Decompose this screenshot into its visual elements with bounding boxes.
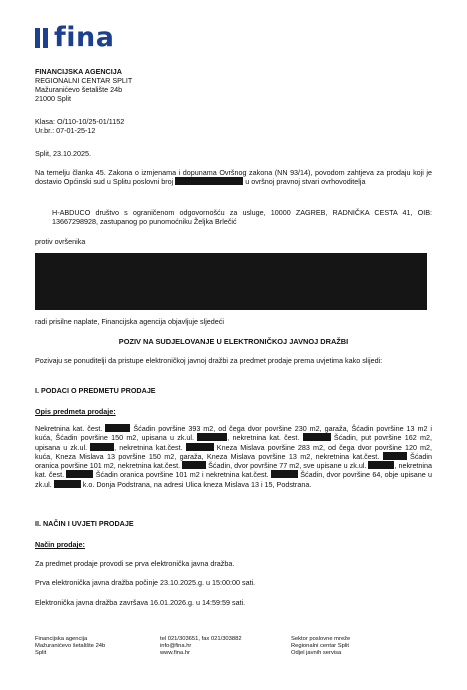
redaction-box [383,452,407,460]
intro-paragraph: Na temelju članka 45. Zakona o izmjenama i dopunama Ovršnog zakona (NN 93/14), povodom zahtjeva za prodaju koji je dostavio Općinski sud u Splitu poslovni broj u ovršnoj pravnoj stvari ovrhovoditelja [35,168,432,187]
footer-address: Financijska agencija Mažuranićevo šetalište 24b Split [35,636,106,656]
redaction-box [105,424,130,432]
header-city: 21000 Split [35,94,71,103]
announce-text: radi prisilne naplate, Financijska agencija objavljuje sljedeći [35,317,224,326]
redaction-box [90,443,114,451]
debtor-redaction [35,253,427,310]
fina-logo [35,24,114,52]
logo-bars-icon [35,28,48,48]
redaction-box [197,433,227,441]
footer-department: Sektor poslovne mreže Regionalni centar Split Odjel javnih servisa [291,636,351,656]
description-paragraph: Nekretnina kat. čest. Šćadin površine 393 m2, od čega dvor površine 230 m2, garaža, Šćadin površine 13 m2 i kuća, Šćadin površine 150 m2, upisana u zk.ul. , nekretnina kat. čest. Šćadin, put površine 162 m2, upisana u zk.ul. , nekretnina kat.čest. Kneza Mislava površine 283 m2, od čega dvor površine 120 m2, kuća, Kneza Mislava 13 površine 150 m2, garaža, Kneza Mislava površine 13 m2, nekretnina kat.čest. Šćadin oranica površine 101 m2, nekretnina kat.čest. Šćadin, dvor površine 77 m2, sve upisane u zk.ul. , nekretnina kat. čest. Šćadin oranica površine 101 m2 i nekretnina kat.čest. Šćadin, dvor površine 64, obje upisane u zk.ul. k.o. Donja Podstrana, na adresi Ulica kneza Mislava 13 i 15, Podstrana. [35,424,433,489]
section-2-heading: II. NAČIN I UVJETI PRODAJE [35,519,134,528]
against-label: protiv ovršenika [35,237,86,246]
creditor-paragraph: H-ABDUCO društvo s ograničenom odgovornošću za usluge, 10000 ZAGREB, RADNIČKA CESTA 41, OIB: 13667298928, zastupanog po punomoćniku Željka Brlečić [52,208,432,227]
redaction-box [182,461,206,469]
logo-wordmark: fina [54,22,115,53]
header-centre: REGIONALNI CENTAR SPLIT [35,76,133,85]
end-text: Elektronička javna dražba završava 16.01.2026.g. u 14:59:59 sati. [35,598,246,607]
redaction-box [186,443,214,451]
method-text: Za predmet prodaje provodi se prva elektronička javna dražba. [35,559,235,568]
invite-paragraph: Pozivaju se ponuditelji da pristupe elektroničkoj javnoj dražbi za predmet prodaje prema uvjetima kako slijedi: [35,356,383,365]
start-text: Prva elektronička javna dražba počinje 23.10.2025.g. u 15:00:00 sati. [35,578,256,587]
redaction-box [368,461,394,469]
urbr: Ur.br.: 07-01-25-12 [35,126,96,135]
redaction-box [175,177,243,185]
redaction-box [303,433,331,441]
method-heading: Način prodaje: [35,540,85,549]
date: Split, 23.10.2025. [35,149,91,158]
document-title: POZIV NA SUDJELOVANJE U ELEKTRONIČKOJ JAVNOJ DRAŽBI [118,337,349,346]
redaction-box [66,470,93,478]
header-org: FINANCIJSKA AGENCIJA [35,67,122,76]
klasa: Klasa: O/110-10/25-01/1152 [35,117,125,126]
header-street: Mažuranićevo šetalište 24b [35,85,123,94]
section-1-heading: I. PODACI O PREDMETU PRODAJE [35,386,156,395]
redaction-box [54,480,81,488]
description-heading: Opis predmeta prodaje: [35,407,116,416]
redaction-box [271,470,298,478]
footer-contact: tel 021/303651, fax 021/303882 info@fina.hr www.fina.hr [160,636,242,656]
